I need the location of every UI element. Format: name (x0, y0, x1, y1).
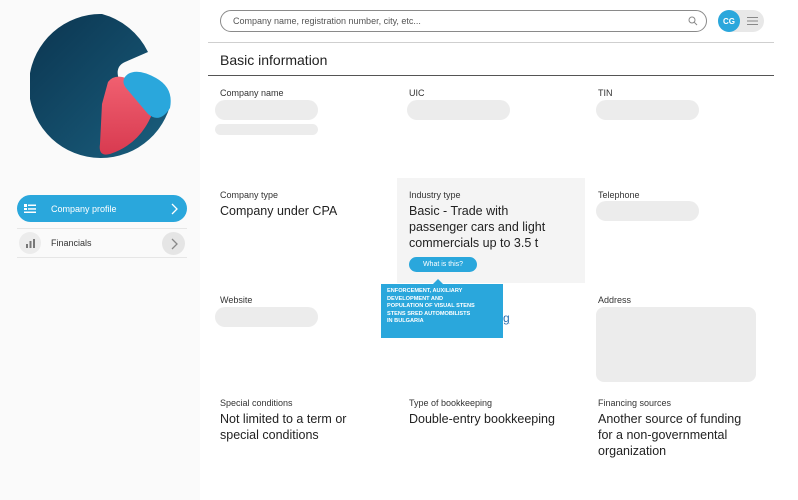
special-conditions-label: Special conditions (220, 398, 293, 408)
search-input[interactable] (221, 11, 676, 31)
uic-placeholder (407, 100, 510, 120)
address-label: Address (598, 295, 632, 305)
partial-link[interactable]: g (503, 311, 510, 325)
industry-type-value: Basic - Trade with passenger cars and light commercials up to 3.5 t (409, 204, 546, 250)
telephone-placeholder (596, 201, 699, 221)
bar-chart-icon (19, 232, 41, 254)
telephone-label: Telephone (598, 190, 640, 200)
company-type-value: Company under CPA (220, 204, 338, 218)
bookkeeping-label: Type of bookkeeping (409, 398, 493, 408)
bookkeeping-value: Double-entry bookkeeping (409, 412, 555, 426)
chevron-right-icon (162, 197, 185, 220)
profile-list-icon (19, 198, 41, 220)
industry-tooltip: ENFORCEMENT, AUXILIARY DEVELOPMENT AND POPULATION OF VISUAL STENS STENS SRED AUTOMOBILISTS IN BULGARIA (381, 284, 503, 338)
avatar[interactable]: CG (718, 10, 740, 32)
company-name-placeholder (215, 100, 318, 120)
uic-label: UIC (409, 88, 425, 98)
industry-type-label: Industry type (409, 190, 461, 200)
address-placeholder (596, 307, 756, 382)
sidebar-item-financials[interactable] (17, 228, 187, 258)
special-conditions-value: Not limited to a term or special conditions (220, 412, 347, 442)
chevron-right-icon (162, 232, 185, 255)
page-title: Basic information (220, 52, 328, 68)
company-type-label: Company type (220, 190, 279, 200)
website-placeholder (215, 307, 318, 327)
company-name-placeholder-2 (215, 124, 318, 135)
financing-value: Another source of funding for a non-governmental organization (598, 412, 742, 458)
hamburger-menu-icon[interactable] (747, 17, 758, 25)
website-label: Website (220, 295, 253, 305)
header-divider (208, 42, 774, 43)
what-is-this-button[interactable]: What is this? (409, 257, 477, 272)
company-logo (30, 14, 175, 159)
section-divider (208, 75, 774, 76)
tin-placeholder (596, 100, 699, 120)
company-name-label: Company name (220, 88, 284, 98)
sidebar-nav (17, 195, 187, 264)
search-icon[interactable] (688, 16, 698, 26)
sidebar-item-label: Financials (51, 238, 92, 248)
sidebar-item-label: Company profile (51, 203, 117, 214)
search-bar (220, 10, 707, 32)
user-menu[interactable] (718, 10, 764, 32)
sidebar (0, 0, 200, 500)
financing-label: Financing sources (598, 398, 672, 408)
sidebar-item-company-profile[interactable] (17, 195, 187, 222)
tin-label: TIN (598, 88, 613, 98)
